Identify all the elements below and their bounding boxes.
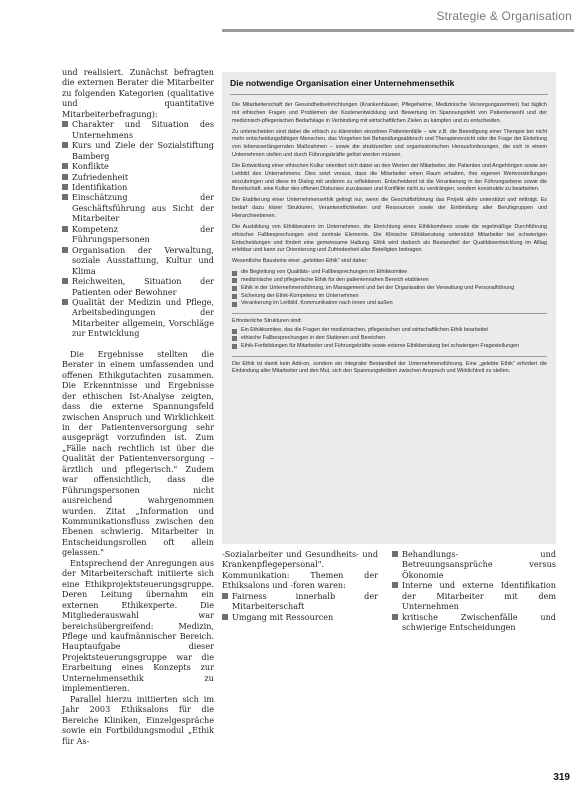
box-paragraph: Die Ausbildung von Ethikberatern im Unternehmen, die Einrichtung eines Ethikkomitees sowie die regelmäßige Durchführung ethischer Fallbesprechungen sind zentrale Elemente. Die Klinische Ethikberatung unterstützt Mitarbeiter bei schwierigen Entscheidungen und fördert eine gemeinsame Haltung. Ethik wird dadurch als Bestandteil der Qualitätsentwicklung im Alltag erlebbar und kann zur Orientierung und Zufriedenheit aller Beteiligten beitragen. <box>232 223 547 254</box>
bullet-square-icon <box>222 614 228 620</box>
box-title-rule <box>230 94 548 95</box>
bullet-square-icon <box>62 278 68 284</box>
ethics-topics-list-continued <box>392 549 556 633</box>
bullet-square-icon <box>62 247 68 253</box>
list-item: Ethik in der Unternehmensführung, im Management und bei der Organisation der Verwaltung und Personalführung <box>232 285 547 293</box>
spacer <box>62 339 214 349</box>
list-item: Einschätzung der Geschäftsführung aus Sicht der Mitarbeiter <box>62 192 214 223</box>
bullet-square-icon <box>392 551 398 557</box>
bullet-square-icon <box>232 278 237 283</box>
bullet-square-icon <box>232 271 237 276</box>
list-item: Organisation der Verwaltung, soziale Ausstattung, Kultur und Klima <box>62 245 214 276</box>
list-item: Kurs und Ziele der Sozialstiftung Bamberg <box>62 140 214 161</box>
bullet-square-icon <box>222 593 228 599</box>
left-paragraph: Parallel hierzu initiierten sich im Jahr 2003 Ethiksalons für die Bereiche Kliniken, Einzelgespräche sowie ein Fortbildungsmodul „Ethik für As- <box>62 693 214 746</box>
bullet-square-icon <box>232 302 237 307</box>
bullet-square-icon <box>62 163 68 169</box>
bottom-lead: -Sozialarbeiter und Gesundheits- und Krankenpflegepersonal". Kommunikation: Themen der Ethiksalons und -foren waren: <box>222 549 378 591</box>
bullet-square-icon <box>62 184 68 190</box>
bullet-square-icon <box>392 614 398 620</box>
box-paragraph: Zu unterscheiden sind dabei die ethisch zu klärenden einzelnen Patientenfälle – wie z.B. die Beendigung einer Therapie bei nicht mehr entscheidungsfähigen Menschen, das Vorgehen bei Behandlungsabbruch und Therapieverzicht oder die Frage der Einleitung von lebensverlängernden Maßnahmen – sowie die strukturellen und organisatorischen Herausforderungen, die sich in einem Unternehmen stellen und durch Führungskräfte gelöst werden müssen. <box>232 128 547 159</box>
bullet-square-icon <box>62 174 68 180</box>
header-rule <box>222 29 574 32</box>
list-item: Konflikte <box>62 161 214 171</box>
list-item: Fairness innerhalb der Mitarbeiterschaft <box>222 591 378 612</box>
bullet-square-icon <box>62 121 68 127</box>
box-paragraph: Wesentliche Bausteine einer „gelebten Ethik" sind daher: <box>232 258 368 265</box>
box-divider <box>232 313 547 314</box>
list-item: Qualität der Medizin und Pflege, Arbeitsbedingungen der Mitarbeiter allgemein, Vorschläge zur Entwicklung <box>62 297 214 339</box>
left-column <box>62 67 214 746</box>
section-title: Strategie & Organisation <box>436 9 572 23</box>
box-divider <box>232 356 547 357</box>
box-paragraph: Die Etablierung einer Unternehmensethik gelingt nur, wenn die Geschäftsführung das Projekt aktiv unterstützt und mitträgt. Es bedarf dazu klarer Strukturen, Verantwortlichkeiten und Ressourcen sowie der Einbindung aller Berufsgruppen und Hierarchieebenen. <box>232 197 547 219</box>
list-item: Umgang mit Ressourcen <box>222 612 378 622</box>
bullet-square-icon <box>232 294 237 299</box>
bullet-square-icon <box>62 142 68 148</box>
box-paragraph: Die Entwicklung einer ethischen Kultur orientiert sich dabei an den Werten der Mitarbeiter, der Patienten und Angehörigen sowie am Leitbild des Unternehmens. Dies setzt voraus, dass die Mitarbeiter einen Raum erhalten, ihre eigenen Wertvorstellungen einzubringen und diese im Dialog mit anderen zu reflektieren. Entscheidend ist die Verankerung in der Führungsebene sowie die Bereitschaft, eine Kultur des offenen Diskurses zuzulassen und Konflikte nicht zu verdrängen, sondern konstruktiv zu bearbeiten. <box>232 162 547 193</box>
bullet-square-icon <box>392 582 398 588</box>
box-body <box>232 102 547 379</box>
box-list-structures <box>232 327 547 351</box>
box-paragraph: Die Mitarbeiterschaft der Gesundheitseinrichtungen (Krankenhäuser, Pflegeheime, Medizinische Versorgungszentren) hat täglich mit ethischen Fragen und Problemen der Kostenentwicklung und Bewertung im Spannungsfeld von Patientenwohl und der medizinisch-pflegerischen Bedarfslage in Verbindung mit wirtschaftlichen Zielen zu kämpfen und zu entscheiden. <box>232 102 547 124</box>
bullet-square-icon <box>232 336 237 341</box>
survey-categories-list <box>62 119 214 339</box>
list-item: Ein Ethikkomitee, das die Fragen der medizinischen, pflegerischen und wirtschaftlichen Ethik bearbeitet <box>232 327 547 335</box>
box-list-building-blocks <box>232 269 547 308</box>
list-item: Behandlungs- und Betreuungsansprüche versus Ökonomie <box>392 549 556 580</box>
left-intro: und realisiert. Zunächst befragten die externen Berater die Mitarbeiter zu folgenden Kategorien (qualitative und quantitative Mitarbeiterbefragung): <box>62 67 214 119</box>
bottom-column-right <box>392 549 556 633</box>
bottom-column-middle <box>222 549 378 622</box>
page-header <box>0 0 588 40</box>
page-number: 319 <box>553 772 570 783</box>
list-item: Identifikation <box>62 182 214 192</box>
bullet-square-icon <box>232 286 237 291</box>
list-item: Interne und externe Identifikation der Mitarbeiter mit dem Unternehmen <box>392 580 556 611</box>
bullet-square-icon <box>232 329 237 334</box>
box-closing: Die Ethik ist damit kein Add-on, sondern ein integraler Bestandteil der Unternehmensführung. Eine „gelebte Ethik" erfordert die Einbindung aller Mitarbeiter und den Mut, sich den Spannungsfeldern zwischen Anspruch und Wirklichkeit zu stellen. <box>232 360 547 375</box>
list-item: Kompetenz der Führungspersonen <box>62 224 214 245</box>
list-item: Reichweiten, Situation der Patienten oder Bewohner <box>62 276 214 297</box>
list-item: Verankerung im Leitbild, Kommunikation nach innen und außen <box>232 300 547 308</box>
sidebar-box <box>222 72 556 544</box>
list-item: die Begleitung von Qualitäts- und Fallbesprechungen im Ethikkomitee <box>232 269 547 277</box>
list-item: Zufriedenheit <box>62 172 214 182</box>
box-title: Die notwendige Organisation einer Unternehmensethik <box>230 78 455 88</box>
list-item: Charakter und Situation des Unternehmens <box>62 119 214 140</box>
list-item: ethische Fallbesprechungen in den Stationen und Bereichen <box>232 335 547 343</box>
bullet-square-icon <box>232 344 237 349</box>
ethics-topics-list <box>222 591 378 622</box>
list-item: Sicherung der Ethik-Kompetenz im Unternehmen <box>232 293 547 301</box>
bullet-square-icon <box>62 226 68 232</box>
list-item: Ethik-Fortbildungen für Mitarbeiter und Führungskräfte sowie externe Ethikberatung bei schwierigen Fragestellungen <box>232 343 547 351</box>
left-paragraph: Entsprechend der Anregungen aus der Mitarbeiterschaft initiierte sich eine Ethikprojektsteuerungsgruppe. Deren Leitung übernahm ein externen Ethikexperte. Die Mitgliederauswahl war bereichsübergreifend: Medizin, Pflege und kaufmännischer Bereich. Hauptaufgabe dieser Projektsteuerungsgruppe war die Erarbeitung eines Konzepts zur Unternehmensethik zu implementieren. <box>62 557 214 694</box>
bullet-square-icon <box>62 194 68 200</box>
list-item: kritische Zwischenfälle und schwierige Entscheidungen <box>392 612 556 633</box>
box-subheading: Erforderliche Strukturen sind: <box>232 318 302 325</box>
list-item: medizinische und pflegerische Ethik für den patientennahen Bereich etablieren <box>232 277 547 285</box>
bullet-square-icon <box>62 299 68 305</box>
left-paragraph: Die Ergebnisse stellten die Berater in einem umfassenden und offenen Ethikgutachten zusammen. Die Erkenntnisse und Ergebnisse der ethischen Ist-Analyse zeigten, dass die externe Spannungsfeld zwischen Anspruch und Wirklichkeit in der Patientenversorgung sehr ausgeprägt vorzufinden ist. Zum „Fälle nach rechtlich ist über die Qualität der Patientenversorgung – ärztlich und pflegerisch." Zudem war offensichtlich, dass die Führungspersonen nicht ausreichend wahrgenommen wurden. Zitat „Information und Kommunikationsfluss zwischen den Ebenen schwierig. Mitarbeiter in Entscheidungsrollen oft allein gelassen." <box>62 348 214 558</box>
